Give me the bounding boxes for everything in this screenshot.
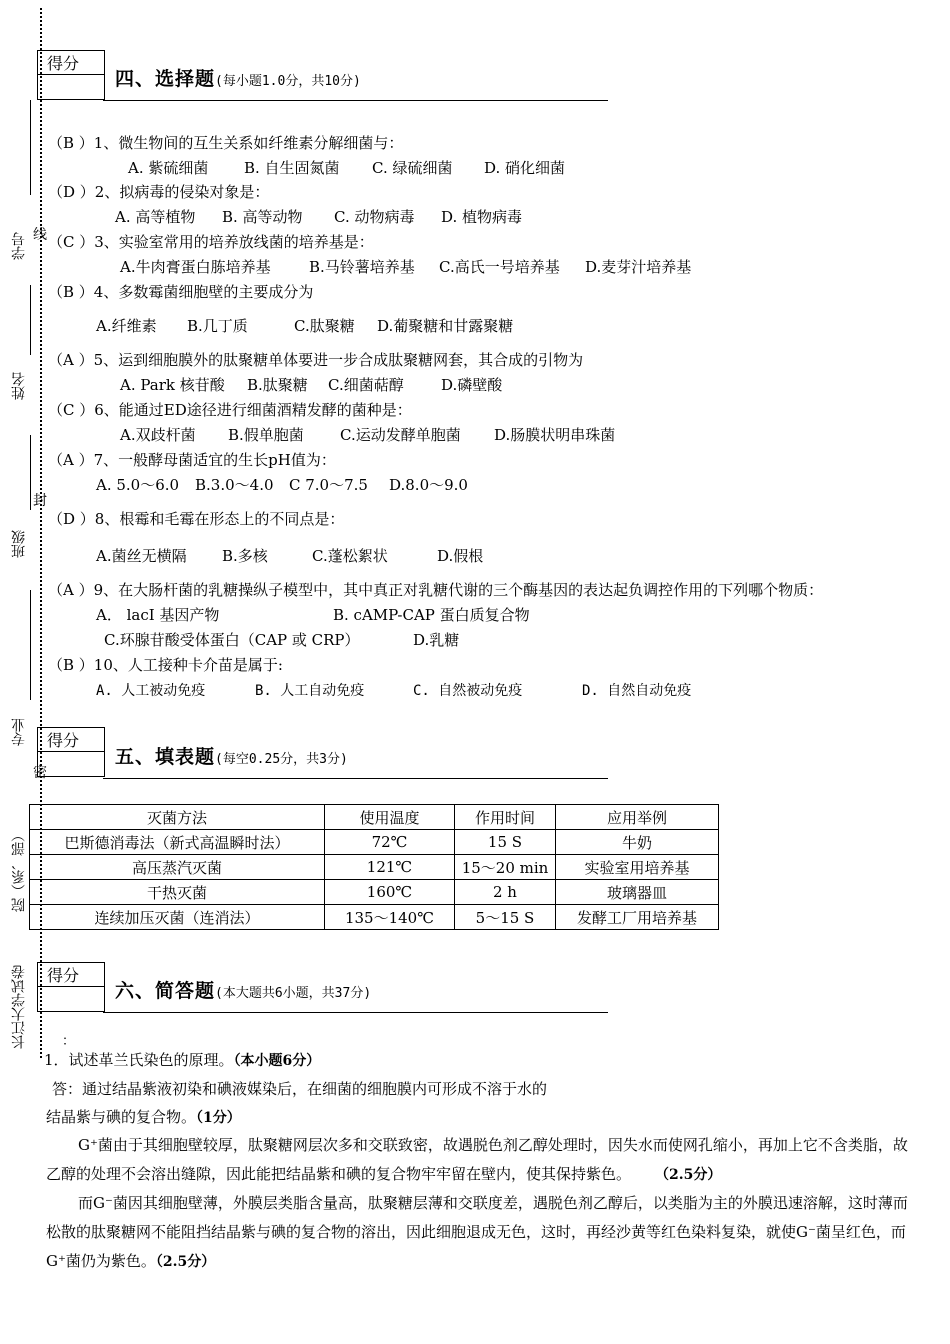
- option: A. 紫硫细菌: [128, 159, 209, 177]
- option: A.双歧杆菌: [120, 426, 196, 444]
- table-cell: 160℃: [325, 880, 455, 905]
- option: C.细菌萜醇: [328, 376, 404, 394]
- section-6-header: [103, 964, 608, 1013]
- question-4: （B ）4、多数霉菌细胞壁的主要成分为: [48, 283, 314, 301]
- secret-mark: 密: [33, 765, 47, 781]
- question-5: （A ）5、运到细胞膜外的肽聚糖单体要进一步合成肽聚糖网套，其合成的引物为: [48, 351, 584, 369]
- section-5-header: [103, 730, 608, 779]
- line-mark: 线: [33, 227, 47, 243]
- table-cell: 高压蒸汽灭菌: [30, 855, 325, 880]
- score-label: 得分: [47, 54, 80, 73]
- option: C.环腺苷酸受体蛋白（CAP 或 CRP）: [104, 631, 360, 649]
- option: B.3.0～4.0: [195, 476, 274, 494]
- column-header: 灭菌方法: [30, 805, 325, 830]
- option: D. 硝化细菌: [484, 159, 566, 177]
- column-header: 使用温度: [325, 805, 455, 830]
- sidebar-rule: [30, 435, 31, 510]
- option: D. 自然自动免疫: [582, 683, 692, 699]
- option: B. 人工自动免疫: [255, 683, 365, 699]
- option: A. 高等植物: [115, 208, 196, 226]
- score-box: [37, 727, 105, 777]
- table-row: [30, 855, 719, 880]
- question-6-1: 1．试述革兰氏染色的原理。（本小题6分）: [44, 1051, 321, 1069]
- table-cell: 15 S: [455, 830, 556, 855]
- score-box: [37, 50, 105, 100]
- option: B.肽聚糖: [247, 376, 308, 394]
- table-cell: 15～20 min: [455, 855, 556, 880]
- answer-line-1: 答：通过结晶紫液初染和碘液媒染后，在细菌的细胞膜内可形成不溶于水的: [52, 1080, 548, 1098]
- option: B. 自生固氮菌: [244, 159, 340, 177]
- option: C. 绿硫细菌: [372, 159, 453, 177]
- table-cell: 72℃: [325, 830, 455, 855]
- option: D.乳糖: [413, 631, 460, 649]
- column-header: 作用时间: [455, 805, 556, 830]
- section-note: (本大题共6小题，共37分): [215, 986, 372, 1001]
- option: D. 植物病毒: [441, 208, 523, 226]
- table-cell: 干热灭菌: [30, 880, 325, 905]
- table-cell: 121℃: [325, 855, 455, 880]
- score-label: 得分: [47, 731, 80, 750]
- option: C.高氏一号培养基: [439, 258, 560, 276]
- name-label: 姓名: [11, 372, 27, 400]
- department-label: 院（系、部）: [11, 828, 27, 912]
- section-4-header: [103, 52, 608, 101]
- option: B.假单胞菌: [228, 426, 304, 444]
- option: C.肽聚糖: [294, 317, 355, 335]
- table-header-row: [30, 805, 719, 830]
- option: D.葡聚糖和甘露聚糖: [377, 317, 514, 335]
- table-cell: 135～140℃: [325, 905, 455, 930]
- section-title: 五、填表题(每空0.25分，共3分): [115, 746, 348, 768]
- class-label: 班级: [11, 530, 27, 558]
- option: C.蓬松絮状: [312, 547, 388, 565]
- option: D.肠膜状明串珠菌: [494, 426, 616, 444]
- table-row: [30, 905, 719, 930]
- option: A． lacI 基因产物: [96, 606, 220, 624]
- table-cell: 实验室用培养基: [556, 855, 719, 880]
- option: D.假根: [437, 547, 484, 565]
- option: A. 5.0～6.0: [96, 476, 180, 494]
- option: A. 人工被动免疫: [96, 683, 206, 699]
- section-title: 六、简答题(本大题共6小题，共37分): [115, 980, 372, 1002]
- answer-paragraph-gram-positive: G⁺菌由于其细胞壁较厚，肽聚糖网层次多和交联致密，故遇脱色剂乙醇处理时，因失水而使网孔缩小，再加上它不含类脂，故乙醇的处理不会溶出缝隙，因此能把结晶紫和碘的复合物牢牢留在壁内，使其保持紫色。 （2.5分）: [46, 1136, 908, 1183]
- stray-colon: ：: [62, 1034, 76, 1049]
- column-header: 应用举例: [556, 805, 719, 830]
- option: B.多核: [222, 547, 268, 565]
- question-10: （B ）10、人工接种卡介苗是属于:: [48, 656, 283, 674]
- question-9: （A ）9、在大肠杆菌的乳糖操纵子模型中，其中真正对乳糖代谢的三个酶基因的表达起负调控作用的下列哪个物质：: [48, 581, 824, 599]
- option: C. 自然被动免疫: [413, 683, 523, 699]
- option: C. 动物病毒: [334, 208, 415, 226]
- table-cell: 5～15 S: [455, 905, 556, 930]
- table-row: [30, 830, 719, 855]
- sidebar-rule: [30, 590, 31, 700]
- option: D.磷壁酸: [441, 376, 503, 394]
- student-id-label: 学号: [11, 232, 27, 260]
- section-note: (每小题1.0分，共10分): [215, 74, 361, 89]
- option: D.8.0～9.0: [389, 476, 468, 494]
- university-exam-label: 长江大学试卷: [11, 965, 27, 1049]
- section-title: 四、选择题(每小题1.0分，共10分): [115, 68, 361, 90]
- question-8: （D ）8、根霉和毛霉在形态上的不同点是：: [48, 510, 345, 528]
- option: A. Park 核苷酸: [120, 376, 225, 394]
- sidebar-rule: [30, 285, 31, 355]
- option: A.纤维素: [96, 317, 157, 335]
- option: D.麦芽汁培养基: [585, 258, 692, 276]
- question-6: （C ）6、能通过ED途径进行细菌酒精发酵的菌种是：: [48, 401, 412, 419]
- option: B.马铃薯培养基: [309, 258, 415, 276]
- option: B. 高等动物: [222, 208, 303, 226]
- option: A.菌丝无横隔: [96, 547, 187, 565]
- option: A.牛肉膏蛋白胨培养基: [120, 258, 271, 276]
- table-row: [30, 880, 719, 905]
- answer-paragraph-gram-negative: 而G⁻菌因其细胞壁薄，外膜层类脂含量高，肽聚糖层薄和交联度差，遇脱色剂乙醇后，以类脂为主的外膜迅速溶解，这时薄而松散的肽聚糖网不能阻挡结晶紫与碘的复合物的溶出，因此细胞退成无色，这时，再经沙黄等红色染料复染，就使G⁻菌呈红色，而G⁺菌仍为紫色。（2.5分）: [46, 1194, 908, 1270]
- table-cell: 玻璃器皿: [556, 880, 719, 905]
- sidebar-rule: [30, 100, 31, 195]
- question-7: （A ）7、一般酵母菌适宜的生长pH值为：: [48, 451, 336, 469]
- question-2: （D ）2、拟病毒的侵染对象是：: [48, 183, 270, 201]
- table-cell: 2 h: [455, 880, 556, 905]
- table-cell: 牛奶: [556, 830, 719, 855]
- question-1: （B ）1、微生物间的互生关系如纤维素分解细菌与：: [48, 134, 404, 152]
- score-box: [37, 962, 105, 1012]
- major-label: 专业: [11, 718, 27, 746]
- table-cell: 发酵工厂用培养基: [556, 905, 719, 930]
- section-note: (每空0.25分，共3分): [215, 752, 348, 767]
- table-cell: 连续加压灭菌（连消法）: [30, 905, 325, 930]
- score-label: 得分: [47, 966, 80, 985]
- answer-line-2: 结晶紫与碘的复合物。（1分）: [46, 1108, 241, 1126]
- question-3: （C ）3、实验室常用的培养放线菌的培养基是：: [48, 233, 374, 251]
- option: C 7.0～7.5: [289, 476, 368, 494]
- seal-mark: 封: [33, 493, 47, 509]
- option: B. cAMP-CAP 蛋白质复合物: [333, 606, 530, 624]
- sterilization-table: [29, 804, 719, 930]
- table-cell: 巴斯德消毒法（新式高温瞬时法）: [30, 830, 325, 855]
- option: C.运动发酵单胞菌: [340, 426, 461, 444]
- option: B.几丁质: [187, 317, 248, 335]
